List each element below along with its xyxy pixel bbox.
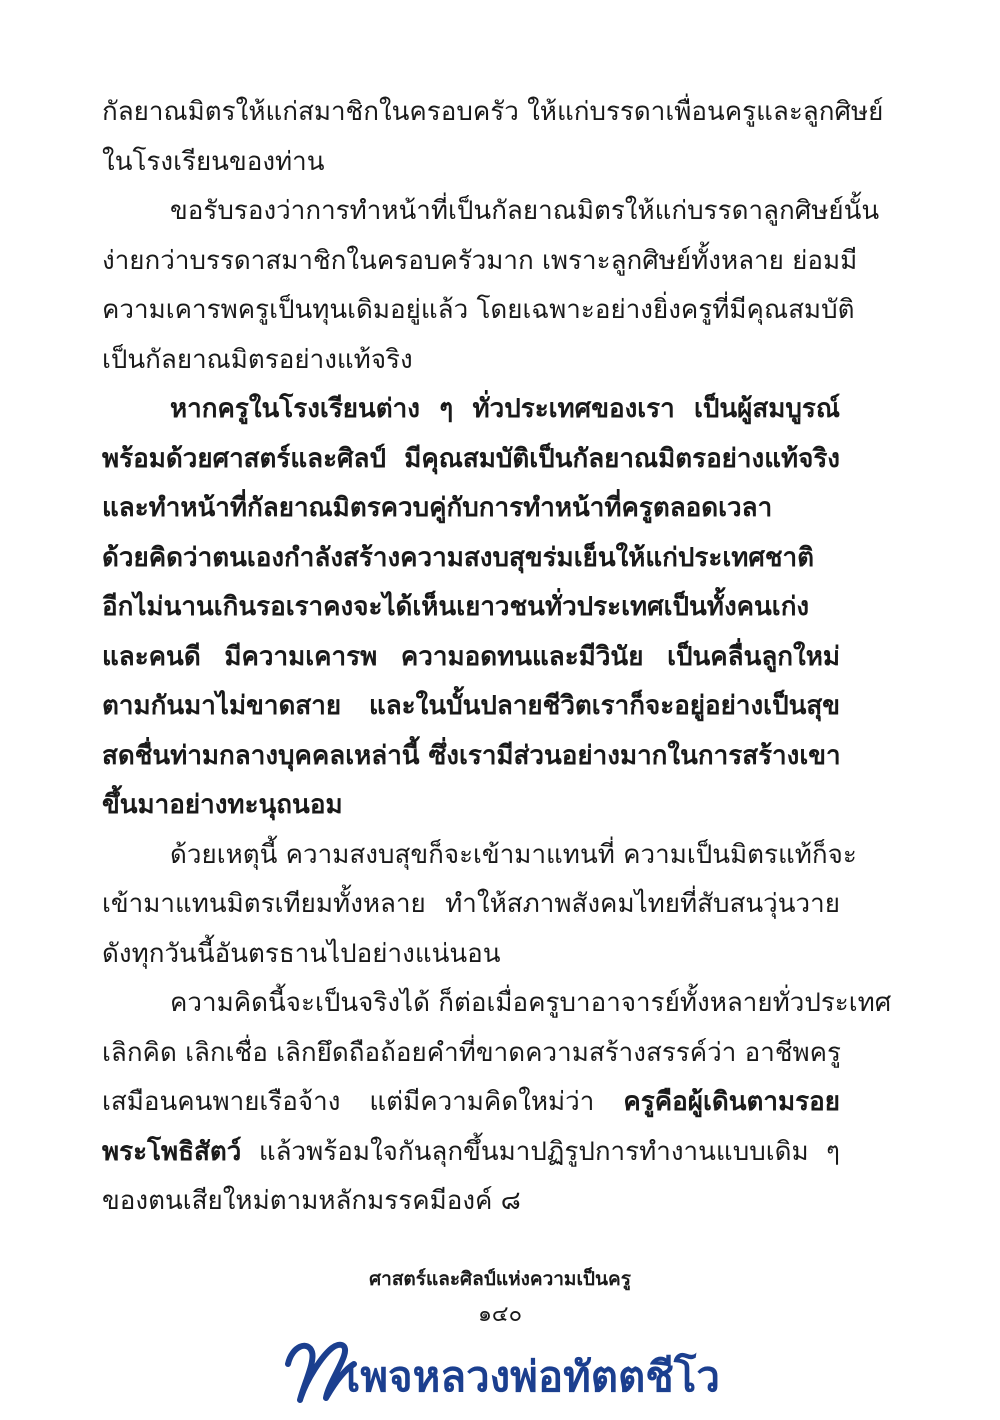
text-line: เลิกคิด เลิกเชื่อ เลิกยึดถือถ้อยคำที่ขาดความสร้างสรรค์ว่า อาชีพครู [102,1037,841,1068]
text-span: แล้วพร้อมใจกันลุกขึ้นมาปฏิรูปการทำงานแบบเดิม ๆ [241,1136,840,1167]
bold-text-line: ด้วยคิดว่าตนเองกำลังสร้างความสงบสุขร่มเย็นให้แก่ประเทศชาติ [102,542,815,573]
text-line: ดังทุกวันนี้อันตรธานไปอย่างแน่นอน [102,938,501,969]
bold-text-span: พระโพธิสัตว์ [102,1136,242,1167]
text-line: ในโรงเรียนของท่าน [102,146,325,177]
page-number: ๑๔๐ [477,1302,523,1327]
brand-logo [282,1330,722,1410]
text-line: ด้วยเหตุนี้ ความสงบสุขก็จะเข้ามาแทนที่ ความเป็นมิตรแท้ก็จะ [170,839,857,870]
text-line: ของตนเสียใหม่ตามหลักมรรคมีองค์ ๘ [102,1186,521,1216]
text-line: ขอรับรองว่าการทำหน้าที่เป็นกัลยาณมิตรให้แก่บรรดาลูกศิษย์นั้น [170,196,880,226]
bold-text-line: อีกไม่นานเกินรอเราคงจะได้เห็นเยาวชนทั่วประเทศเป็นทั้งคนเก่ง [102,592,810,622]
text-line: ความเคารพครูเป็นทุนเดิมอยู่แล้ว โดยเฉพาะอย่างยิ่งครูที่มีคุณสมบัติ [102,295,855,325]
text-line: เป็นกัลยาณมิตรอย่างแท้จริง [102,344,413,375]
text-line: กัลยาณมิตรให้แก่สมาชิกในครอบครัว ให้แก่บรรดาเพื่อนครูและลูกศิษย์ [102,97,884,127]
bold-text-line: สดชื่นท่ามกลางบุคคลเหล่านี้ ซึ่งเรามีส่วนอย่างมากในการสร้างเขา [102,740,841,771]
bold-text-line: ตามกันมาไม่ขาดสาย และในบั้นปลายชีวิตเราก็จะอยู่อย่างเป็นสุข [102,691,840,721]
bold-text-line: ขึ้นมาอย่างทะนุถนอม [102,790,343,820]
text-span: เสมือนคนพายเรือจ้าง แต่มีความคิดใหม่ว่า [102,1087,624,1117]
bold-text-line: พร้อมด้วยศาสตร์และศิลป์ มีคุณสมบัติเป็นกัลยาณมิตรอย่างแท้จริง [102,443,840,474]
mixed-text-line [102,1128,840,1178]
text-line: เข้ามาแทนมิตรเทียมทั้งหลาย ทำให้สภาพสังคมไทยที่สับสนวุ่นวาย [102,889,840,919]
body-text [102,88,892,1227]
mixed-text-line [102,1078,840,1128]
text-line: ง่ายกว่าบรรดาสมาชิกในครอบครัวมาก เพราะลูกศิษย์ทั้งหลาย ย่อมมี [102,245,858,276]
brand-text: เพจหลวงพ่อทัตตชีโว [346,1352,720,1401]
bold-text-line: และทำหน้าที่กัลยาณมิตรควบคู่กับการทำหน้าที่ครูตลอดเวลา [102,493,773,523]
bold-text-line: หากครูในโรงเรียนต่าง ๆ ทั่วประเทศของเรา เป็นผู้สมบูรณ์ [170,394,840,424]
text-line: ความคิดนี้จะเป็นจริงได้ ก็ต่อเมื่อครูบาอาจารย์ทั้งหลายทั่วประเทศ [170,988,892,1018]
bold-text-line: และคนดี มีความเคารพ ความอดทนและมีวินัย เป็นคลื่นลูกใหม่ [102,641,840,672]
book-title: ศาสตร์และศิลป์แห่งความเป็นครู [369,1268,631,1290]
bold-text-span: ครูคือผู้เดินตามรอย [623,1087,840,1117]
